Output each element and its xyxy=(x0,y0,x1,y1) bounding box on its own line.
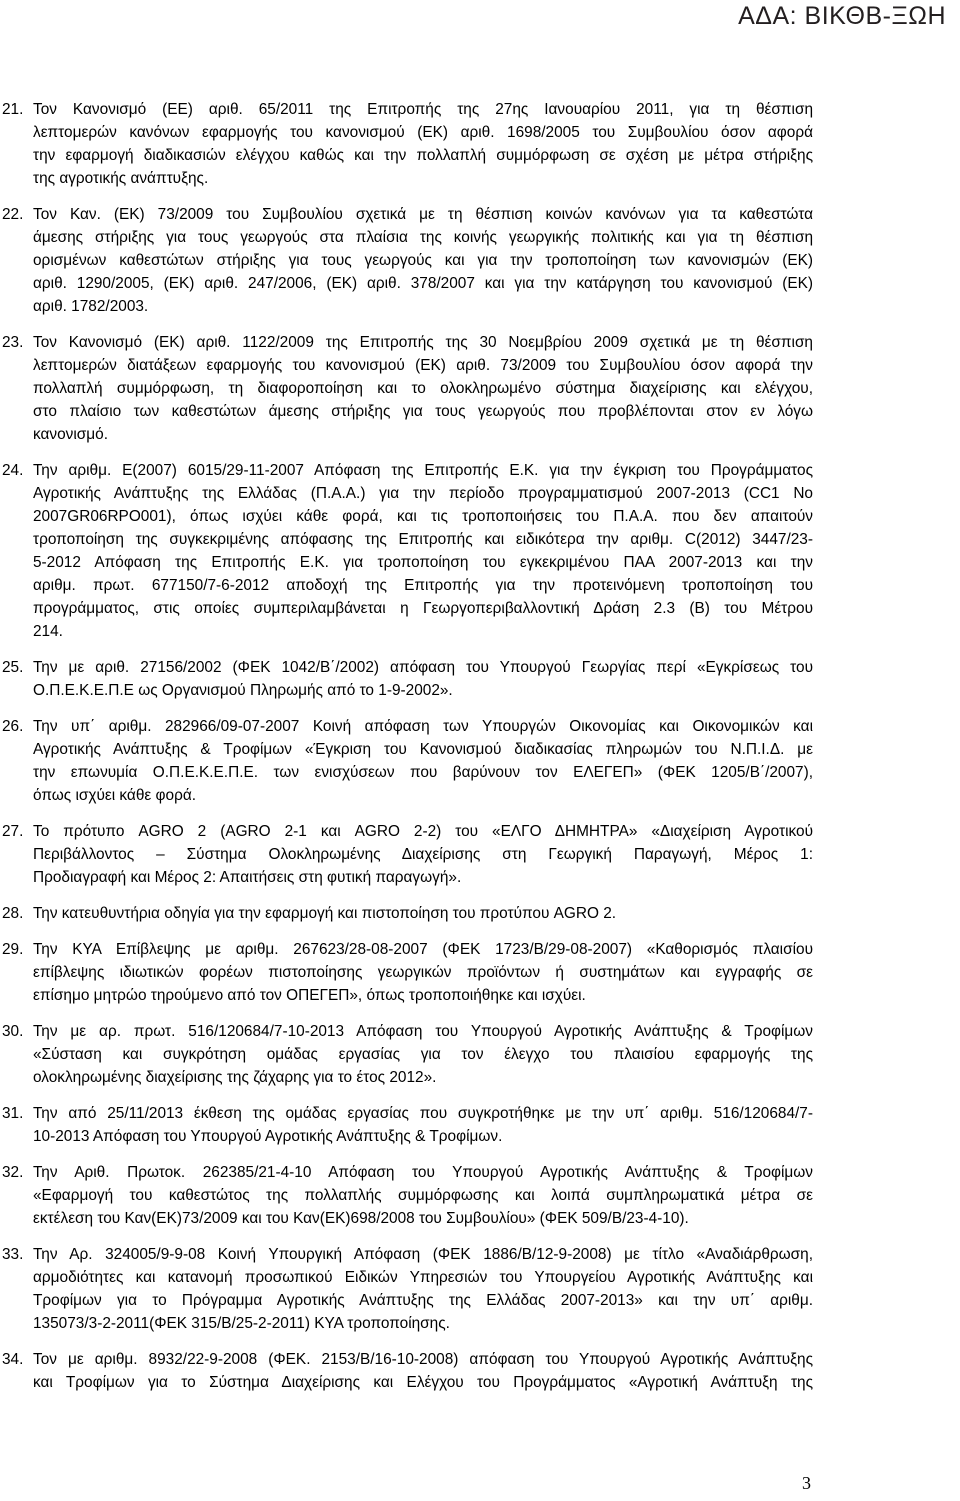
text-line: Τον Κανονισμό (ΕΕ) αριθ. 65/2011 της Επιτροπής της 27ης Ιανουαρίου 2011, για τη θέσπιση xyxy=(33,101,813,118)
list-item xyxy=(0,715,960,807)
item-number: 24. xyxy=(2,462,24,479)
text-line: λεπτομερών διατάξεων εφαρμογής του κανονισμού (ΕΚ) αριθ. 73/2009 του Συμβουλίου όσον αφορά την xyxy=(33,357,813,374)
item-number: 26. xyxy=(2,718,24,735)
text-line: την επωνυμία Ο.Π.Ε.Κ.Ε.Π.Ε. των ενισχύσεων που βαρύνουν τον ΕΛΕΓΕΠ» (ΦΕΚ 1205/Β΄/2007), xyxy=(33,764,813,781)
item-number: 22. xyxy=(2,206,24,223)
text-line: Αγροτικής Ανάπτυξης & Τροφίμων «Έγκριση του Κανονισμού διαδικασίας πληρωμών του Ν.Π.Ι.Δ. με xyxy=(33,741,813,758)
list-item xyxy=(0,656,960,702)
text-line: Την Αρ. 324005/9-9-08 Κοινή Υπουργική Απόφαση (ΦΕΚ 1886/Β/12-9-2008) με τίτλο «Αναδιάρθρωση, xyxy=(33,1246,813,1263)
text-line: Την αριθμ. Ε(2007) 6015/29-11-2007 Απόφαση της Επιτροπής Ε.Κ. για την έγκριση του Προγράμματος xyxy=(33,462,813,479)
text-line: 135073/3-2-2011(ΦΕΚ 315/Β/25-2-2011) ΚΥΑ τροποποίησης. xyxy=(33,1315,450,1332)
list-item xyxy=(0,820,960,889)
text-line: ορισμένων καθεστώτων στήριξης για τους γεωργούς και για την τροποποίηση των κανονισμών (ΕΚ) xyxy=(33,252,813,269)
item-number: 23. xyxy=(2,334,24,351)
item-number: 21. xyxy=(2,101,24,118)
item-text xyxy=(33,820,813,889)
text-line: Την με αριθ. 27156/2002 (ΦΕΚ 1042/Β΄/2002) απόφαση του Υπουργού Γεωργίας περί «Εγκρίσεως του xyxy=(33,659,813,676)
text-line: Την από 25/11/2013 έκθεση της ομάδας εργασίας που συγκροτήθηκε με την υπ΄ αριθμ. 516/120684/7- xyxy=(33,1105,813,1122)
item-number: 33. xyxy=(2,1246,24,1263)
text-line: «Σύσταση και συγκρότηση ομάδας εργασίας για τον έλεγχο του πλαισίου εφαρμογής της xyxy=(33,1046,813,1063)
list-item xyxy=(0,459,960,643)
text-line: 2007GR06RPO001), όπως ισχύει κάθε φορά, και τις τροποποιήσεις του Π.Α.Α. που δεν απαιτούν xyxy=(33,508,813,525)
text-line: ολοκληρωμένης διαχείρισης της ζάχαρης για το έτος 2012». xyxy=(33,1069,437,1086)
text-line: Τον με αριθμ. 8932/22-9-2008 (ΦΕΚ. 2153/Β/16-10-2008) απόφαση του Υπουργού Αγροτικής Ανάπτυξης xyxy=(33,1351,813,1368)
text-line: αρμοδιότητες και κατανομή προσωπικού Ειδικών Υπηρεσιών του Υπουργείου Αγροτικής Ανάπτυξης και xyxy=(33,1269,813,1286)
text-line: αριθμ. πρωτ. 677150/7-6-2012 αποδοχή της Επιτροπής για την προτεινόμενη τροποποίηση του xyxy=(33,577,813,594)
text-line: αριθ. 1782/2003. xyxy=(33,298,149,315)
item-number: 29. xyxy=(2,941,24,958)
list-item xyxy=(0,1348,960,1394)
item-text xyxy=(33,203,813,318)
item-text xyxy=(33,459,813,643)
text-line: Αγροτικής Ανάπτυξης της Ελλάδας (Π.Α.Α.) για την περίοδο προγραμματισμού 2007-2013 (CC1 No xyxy=(33,485,813,502)
text-line: Την κατευθυντήρια οδηγία για την εφαρμογή και πιστοποίηση του προτύπου AGRO 2. xyxy=(33,905,617,922)
text-line: Την με αρ. πρωτ. 516/120684/7-10-2013 Απόφαση του Υπουργού Αγροτικής Ανάπτυξης & Τροφίμων xyxy=(33,1023,813,1040)
list-item xyxy=(0,1102,960,1148)
text-line: 10-2013 Απόφαση του Υπουργού Αγροτικής Ανάπτυξης & Τροφίμων. xyxy=(33,1128,503,1145)
text-line: κανονισμό. xyxy=(33,426,108,443)
item-text xyxy=(33,938,813,1007)
list-item xyxy=(0,938,960,1007)
text-line: όπως ισχύει κάθε φορά. xyxy=(33,787,196,804)
text-line: 214. xyxy=(33,623,63,640)
text-line: Προδιαγραφή και Μέρος 2: Απαιτήσεις στη φυτική παραγωγή». xyxy=(33,869,462,886)
text-line: 5-2012 Απόφαση της Επιτροπής Ε.Κ. για τροποποίηση του εγκεκριμένου ΠΑΑ 2007-2013 και την xyxy=(33,554,813,571)
item-text xyxy=(33,98,813,190)
item-text xyxy=(33,715,813,807)
text-line: Την υπ΄ αριθμ. 282966/09-07-2007 Κοινή απόφαση των Υπουργών Οικονομίας και Οικονομικών και xyxy=(33,718,813,735)
text-line: τροποποίηση της συγκεκριμένης απόφασης της Επιτροπής και ειδικότερα την αριθμ. C(2012) 3447/23- xyxy=(33,531,813,548)
item-number: 34. xyxy=(2,1351,24,1368)
document-body xyxy=(0,98,960,1407)
text-line: Τροφίμων για το Πρόγραμμα Αγροτικής Ανάπτυξης της Ελλάδας 2007-2013» και την υπ΄ αριθμ. xyxy=(33,1292,813,1309)
text-line: επίβλεψης ιδιωτικών φορέων πιστοποίησης γεωργικών προϊόντων ή συστημάτων και εγγραφής σε xyxy=(33,964,813,981)
text-line: Ο.Π.Ε.Κ.Ε.Π.Ε ως Οργανισμού Πληρωμής από το 1-9-2002». xyxy=(33,682,453,699)
text-line: Το πρότυπο AGRO 2 (AGRO 2-1 και AGRO 2-2) του «ΕΛΓΟ ΔΗΜΗΤΡΑ» «Διαχείριση Αγροτικού xyxy=(33,823,813,840)
text-line: αριθ. 1290/2005, (ΕΚ) αριθ. 247/2006, (ΕΚ) αριθ. 378/2007 και για την κατάργηση του κανονισμού (ΕΚ) xyxy=(33,275,813,292)
item-text xyxy=(33,1161,813,1230)
item-text xyxy=(33,902,813,925)
list-item xyxy=(0,1243,960,1335)
text-line: άμεσης στήριξης για τους γεωργούς στα πλαίσια της κοινής γεωργικής πολιτικής και για τη θέσπιση xyxy=(33,229,813,246)
text-line: Την Αριθ. Πρωτοκ. 262385/21-4-10 Απόφαση του Υπουργού Αγροτικής Ανάπτυξης & Τροφίμων xyxy=(33,1164,813,1181)
item-text xyxy=(33,656,813,702)
text-line: της αγροτικής ανάπτυξης. xyxy=(33,170,209,187)
text-line: πολλαπλή συμμόρφωση, τη διαφοροποίηση και το ολοκληρωμένο σύστημα διαχείρισης και ελέγχου, xyxy=(33,380,813,397)
text-line: την εφαρμογή διαδικασιών ελέγχου καθώς και την πολλαπλή συμμόρφωση σε σχέση με μέτρα στήριξης xyxy=(33,147,813,164)
list-item xyxy=(0,1161,960,1230)
list-item xyxy=(0,203,960,318)
text-line: εκτέλεση του Καν(ΕΚ)73/2009 και του Καν(ΕΚ)698/2008 του Συμβουλίου» (ΦΕΚ 509/Β/23-4-10). xyxy=(33,1210,689,1227)
item-number: 25. xyxy=(2,659,24,676)
text-line: επίσημο μητρώο τηρούμενο από τον ΟΠΕΓΕΠ», όπως τροποποιήθηκε και ισχύει. xyxy=(33,987,586,1004)
item-number: 31. xyxy=(2,1105,24,1122)
list-item xyxy=(0,331,960,446)
item-text xyxy=(33,331,813,446)
text-line: στο πλαίσιο των καθεστώτων άμεσης στήριξης για τους γεωργούς που προβλέπονται στον εν λόγω xyxy=(33,403,813,420)
item-number: 32. xyxy=(2,1164,24,1181)
list-item xyxy=(0,1020,960,1089)
text-line: Τον Κανονισμό (ΕΚ) αριθ. 1122/2009 της Επιτροπής της 30 Νοεμβρίου 2009 σχετικά με τη θέσπιση xyxy=(33,334,813,351)
text-line: Περιβάλλοντος – Σύστημα Ολοκληρωμένης Διαχείρισης στη Γεωργική Παραγωγή, Μέρος 1: xyxy=(33,846,813,863)
item-text xyxy=(33,1243,813,1335)
text-line: Τον Καν. (ΕΚ) 73/2009 του Συμβουλίου σχετικά με τη θέσπιση κοινών κανόνων για τα καθεστώτα xyxy=(33,206,813,223)
item-text xyxy=(33,1102,813,1148)
text-line: και Τροφίμων για το Σύστημα Διαχείρισης και Ελέγχου του Προγράμματος «Αγροτική Ανάπτυξη της xyxy=(33,1374,813,1391)
page-number: 3 xyxy=(802,1473,811,1493)
text-line: Την ΚΥΑ Επίβλεψης με αριθμ. 267623/28-08-2007 (ΦΕΚ 1723/Β/29-08-2007) «Καθορισμός πλαισίου xyxy=(33,941,813,958)
text-line: «Εφαρμογή του καθεστώτος της πολλαπλής συμμόρφωσης και λοιπά συμπληρωματικά μέτρα σε xyxy=(33,1187,813,1204)
list-item xyxy=(0,902,960,925)
text-line: λεπτομερών κανόνων εφαρμογής του κανονισμού (ΕΚ) αριθ. 1698/2005 του Συμβουλίου όσον αφορά xyxy=(33,124,813,141)
item-text xyxy=(33,1348,813,1394)
item-number: 30. xyxy=(2,1023,24,1040)
text-line: προγράμματος, στις οποίες συμπεριλαμβάνεται η Γεωργοπεριβαλλοντική Δράση 2.3 (Β) του Μέτρου xyxy=(33,600,813,617)
item-number: 28. xyxy=(2,905,24,922)
item-number: 27. xyxy=(2,823,24,840)
list-item xyxy=(0,98,960,190)
item-text xyxy=(33,1020,813,1089)
ada-code-header: ΑΔΑ: ΒΙΚΘΒ-ΞΩΗ xyxy=(738,2,946,30)
